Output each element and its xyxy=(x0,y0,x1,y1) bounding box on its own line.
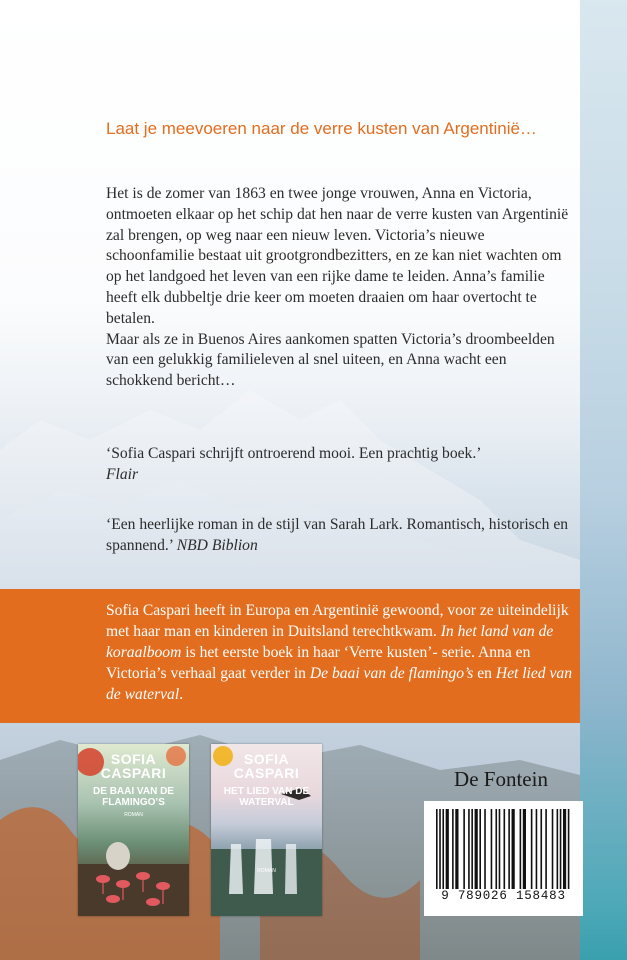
barcode-bar xyxy=(495,809,497,889)
barcode-bar xyxy=(545,809,547,889)
barcode-bar xyxy=(439,809,441,889)
review-quote xyxy=(106,515,576,557)
bio-text: is het eerste boek in haar ‘Verre kusten’- serie. Anna en Victoria’s verhaal gaat verder in xyxy=(106,644,531,682)
barcode-bar xyxy=(512,809,515,889)
review-quote xyxy=(106,444,576,486)
bio-text: . xyxy=(179,686,184,703)
barcode-bar xyxy=(563,809,566,889)
author-bio xyxy=(106,600,576,705)
spine-edge xyxy=(580,0,627,960)
quote-text: ‘Sofia Caspari schrijft ontroerend mooi. Een prachtig boek.’ xyxy=(106,445,482,462)
barcode-bar xyxy=(455,809,458,889)
barcode-bar xyxy=(499,809,501,889)
publisher-name: De Fontein xyxy=(454,767,548,791)
barcode-bar xyxy=(484,809,486,889)
barcode-bar xyxy=(557,809,559,889)
book-cover-waterfall xyxy=(211,744,322,916)
barcode-bar xyxy=(491,809,493,889)
barcode-bar xyxy=(520,809,522,889)
barcode-bar xyxy=(508,809,510,889)
book-label: ROMAN xyxy=(124,812,143,818)
barcode-bar xyxy=(468,809,470,889)
barcode-bar xyxy=(531,809,533,889)
book-title-reference: In het land van de koraalboom xyxy=(106,623,554,661)
book-title-reference: De baai van de flamingo’s xyxy=(309,665,474,682)
barcode-bar xyxy=(479,809,481,889)
barcode-bar xyxy=(452,809,454,889)
barcode-bar xyxy=(475,809,478,889)
barcode-bar xyxy=(560,809,562,889)
barcode-bar xyxy=(552,809,554,889)
book-author: CASPARI xyxy=(100,765,167,781)
quote-source: NBD Biblion xyxy=(176,536,258,554)
quote-source: Flair xyxy=(106,465,139,483)
barcode-bar xyxy=(463,809,465,889)
tagline: Laat je meevoeren naar de verre kusten van Argentinië… xyxy=(106,119,537,138)
book-title: DE BAAI VAN DE FLAMINGO’S xyxy=(93,786,174,808)
book-cover-flamingo xyxy=(78,744,189,916)
barcode-bar xyxy=(436,809,438,889)
barcode-bar xyxy=(523,809,526,889)
book-author: CASPARI xyxy=(233,765,300,781)
barcode-bar xyxy=(504,809,506,889)
synopsis-text: Het is de zomer van 1863 en twee jonge vrouwen, Anna en Victoria, ontmoeten elkaar op het schip dat hen naar de verre kusten van Argentinië zal brengen, op weg naar een nieuw leven. Victoria’s nieuwe schoonfamilie bestaat uit grootgrondbezitters, en ze kan niet wachten om op het landgoed het leven van een rijke dame te leiden. Anna’s familie heeft elk dubbeltje drie keer om moeten draaien om haar overtocht te betalen. Maar als ze in Buenos Aires aankomen spatten Victoria’s droombeelden van een gelukkig familieleven al snel uiteen, en Anna wacht een schokkend bericht… xyxy=(106,185,569,390)
bio-text: Sofia Caspari heeft in Europa en Argentinië gewoond, voor ze uiteindelijk met haar man en kinderen in Duitsland terechtkwam. xyxy=(106,602,569,640)
book-author: SOFIA xyxy=(243,751,290,767)
barcode-bar xyxy=(540,809,542,889)
barcode-bar xyxy=(471,809,473,889)
bio-text: en xyxy=(473,665,496,682)
quote-text: ‘Een heerlijke roman in de stijl van Sarah Lark. Romantisch, historisch en spannend.’ xyxy=(106,516,569,554)
barcode-bar xyxy=(446,809,449,889)
book-title: HET LIED VAN DE WATERVAL xyxy=(223,786,310,808)
barcode-bar xyxy=(568,809,570,889)
isbn-number: 9 789026 158483 xyxy=(441,889,566,903)
book-title-reference: Het lied van de waterval xyxy=(106,665,573,703)
barcode-panel xyxy=(424,801,583,916)
barcode-graphic xyxy=(436,809,571,889)
book-label: ROMAN xyxy=(257,868,276,874)
barcode-bar xyxy=(536,809,538,889)
book-author: SOFIA xyxy=(110,751,157,767)
barcode-bar xyxy=(442,809,444,889)
